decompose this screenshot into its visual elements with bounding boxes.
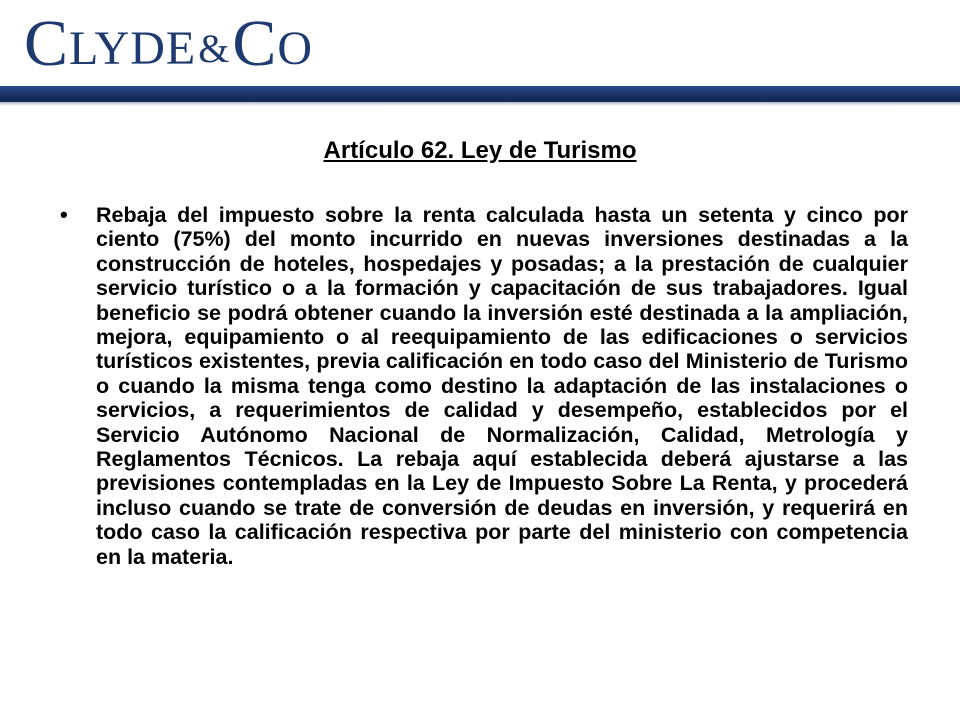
header-bar-shadow bbox=[0, 102, 960, 106]
logo-lyde: LYDE bbox=[69, 22, 197, 75]
header-bar bbox=[0, 86, 960, 102]
bullet-text: Rebaja del impuesto sobre la renta calculada hasta un setenta y cinco por ciento (75%) del monto incurrido en nuevas inversiones destinadas a la construcción de hoteles, hospedajes y posadas; a la prestación de cualquier servicio turístico o a la formación y capacitación de sus trabajadores. Igual beneficio se podrá obtener cuando la inversión esté destinada a la ampliación, mejora, equipamiento o al reequipamiento de las edificaciones o servicios turísticos existentes, previa calificación en todo caso del Ministerio de Turismo o cuando la misma tenga como destino la adaptación de las instalaciones o servicios, a requerimientos de calidad y desempeño, establecidos por el Servicio Autónomo Nacional de Normalización, Calidad, Metrología y Reglamentos Técnicos. La rebaja aquí establecida deberá ajustarse a las previsiones contempladas en la Ley de Impuesto Sobre La Renta, y procederá incluso cuando se trate de conversión de deudas en inversión, y requerirá en todo caso la calificación respectiva por parte del ministerio con competencia en la materia. bbox=[96, 203, 908, 569]
bullet-icon: • bbox=[60, 202, 68, 227]
logo-ampersand: & bbox=[198, 26, 231, 71]
logo-letter-c: C bbox=[24, 7, 70, 80]
bullet-item bbox=[60, 203, 908, 569]
logo-letter-c-second: C bbox=[232, 7, 278, 80]
slide-title: Artículo 62. Ley de Turismo bbox=[323, 137, 637, 164]
logo-letter-o: O bbox=[277, 22, 314, 75]
clyde-co-logo bbox=[24, 7, 314, 80]
